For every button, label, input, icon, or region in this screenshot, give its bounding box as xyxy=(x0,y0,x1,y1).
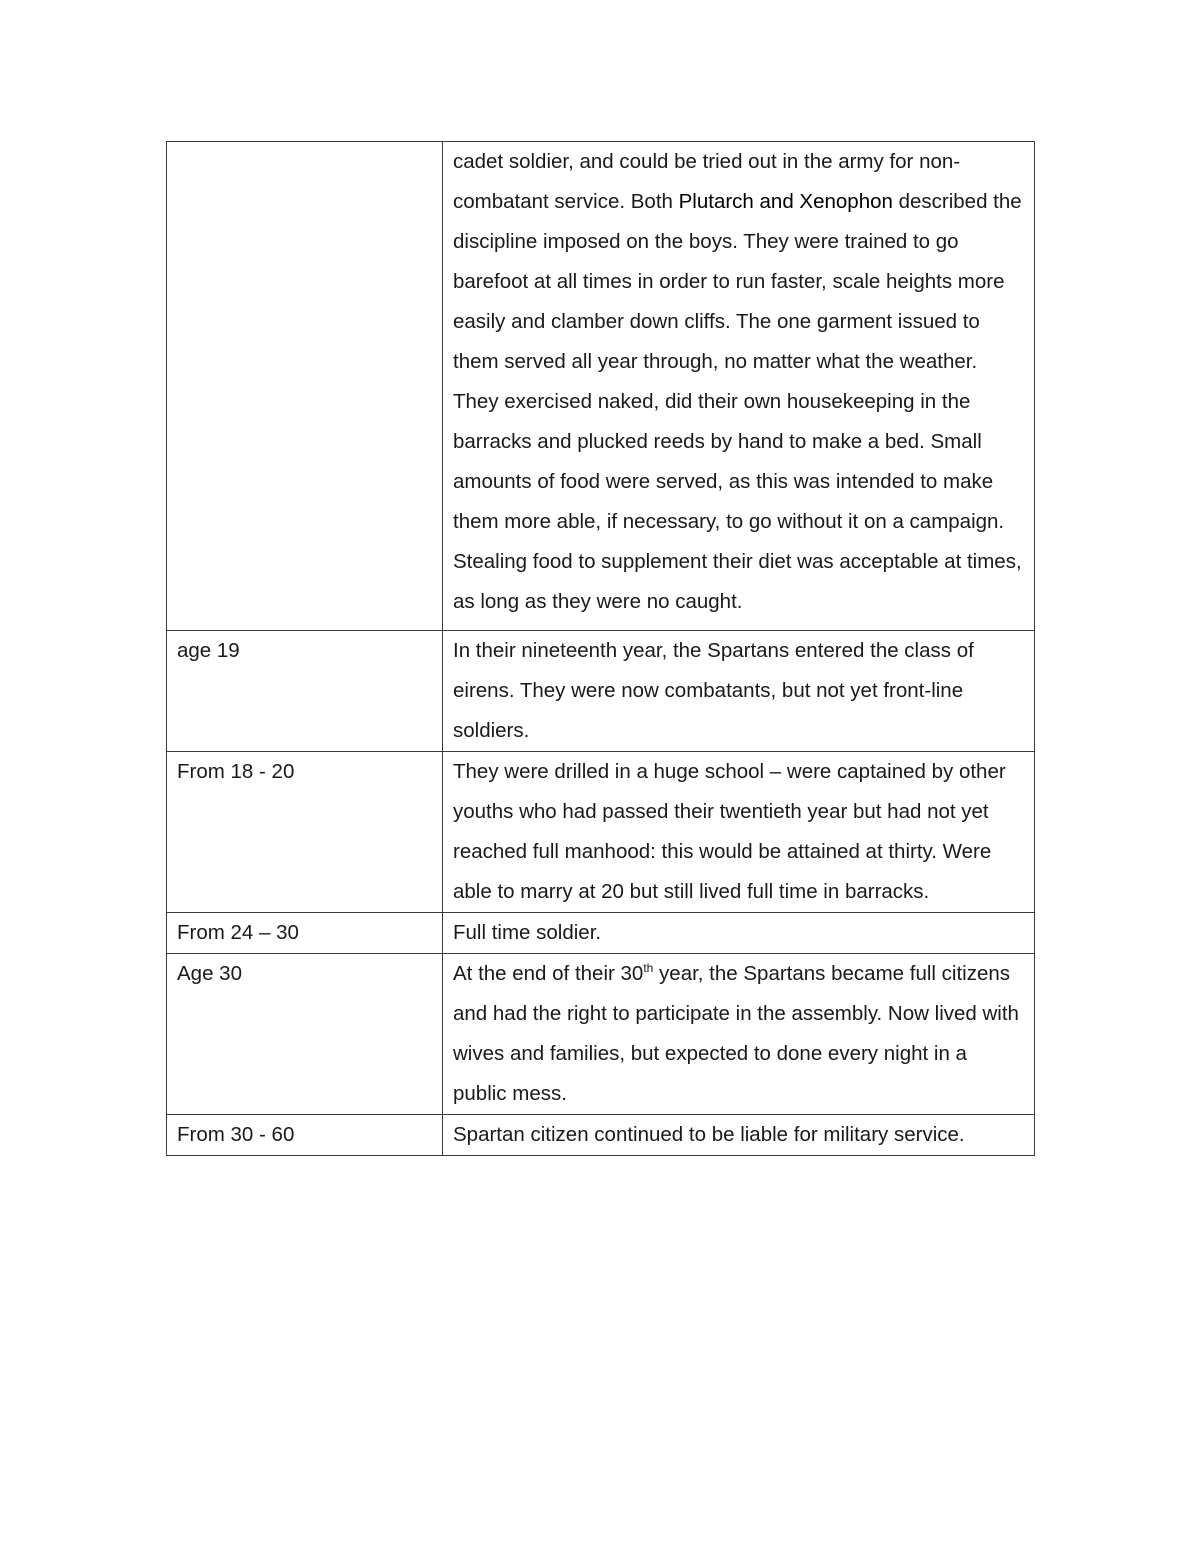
highlighted-names: Plutarch and Xenophon xyxy=(678,190,893,213)
table-row xyxy=(167,631,1035,752)
age-cell: age 19 xyxy=(167,631,443,752)
description-cell: Spartan citizen continued to be liable for military service. xyxy=(443,1115,1035,1156)
description-text: cadet soldier, and could be tried out in the army for non-combatant service. Both xyxy=(453,150,961,213)
age-cell: From 30 - 60 xyxy=(167,1115,443,1156)
description-cell: In their nineteenth year, the Spartans entered the class of eirens. They were now combatants, but not yet front-line soldiers. xyxy=(443,631,1035,752)
description-cell xyxy=(443,954,1035,1115)
description-text: At the end of their 30 xyxy=(453,962,644,985)
table-row xyxy=(167,1115,1035,1156)
ordinal-suffix: th xyxy=(643,961,654,976)
table-row xyxy=(167,954,1035,1115)
table-row xyxy=(167,752,1035,913)
age-cell xyxy=(167,142,443,631)
description-cell: Full time soldier. xyxy=(443,913,1035,954)
description-text: described the discipline imposed on the boys. They were trained to go barefoot at all times in order to run faster, scale heights more easily and clamber down cliffs. The one garment issued to them served all year through, no matter what the weather. They exercised naked, did their own housekeeping in the barracks and plucked reeds by hand to make a bed. Small amounts of food were served, as this was intended to make them more able, if necessary, to go without it on a campaign. Stealing food to supplement their diet was acceptable at times, as long as they were no caught. xyxy=(453,190,1022,613)
age-cell: From 18 - 20 xyxy=(167,752,443,913)
table-row xyxy=(167,913,1035,954)
description-text: year, the Spartans became full citizens and had the right to participate in the assembly. Now lived with wives and families, but expected to done every night in a public mess. xyxy=(453,962,1019,1105)
age-cell: Age 30 xyxy=(167,954,443,1115)
spartan-life-stages-table xyxy=(166,141,1035,1156)
age-cell: From 24 – 30 xyxy=(167,913,443,954)
table-row xyxy=(167,142,1035,631)
description-cell: They were drilled in a huge school – were captained by other youths who had passed their twentieth year but had not yet reached full manhood: this would be attained at thirty. Were able to marry at 20 but still lived full time in barracks. xyxy=(443,752,1035,913)
description-cell xyxy=(443,142,1035,631)
